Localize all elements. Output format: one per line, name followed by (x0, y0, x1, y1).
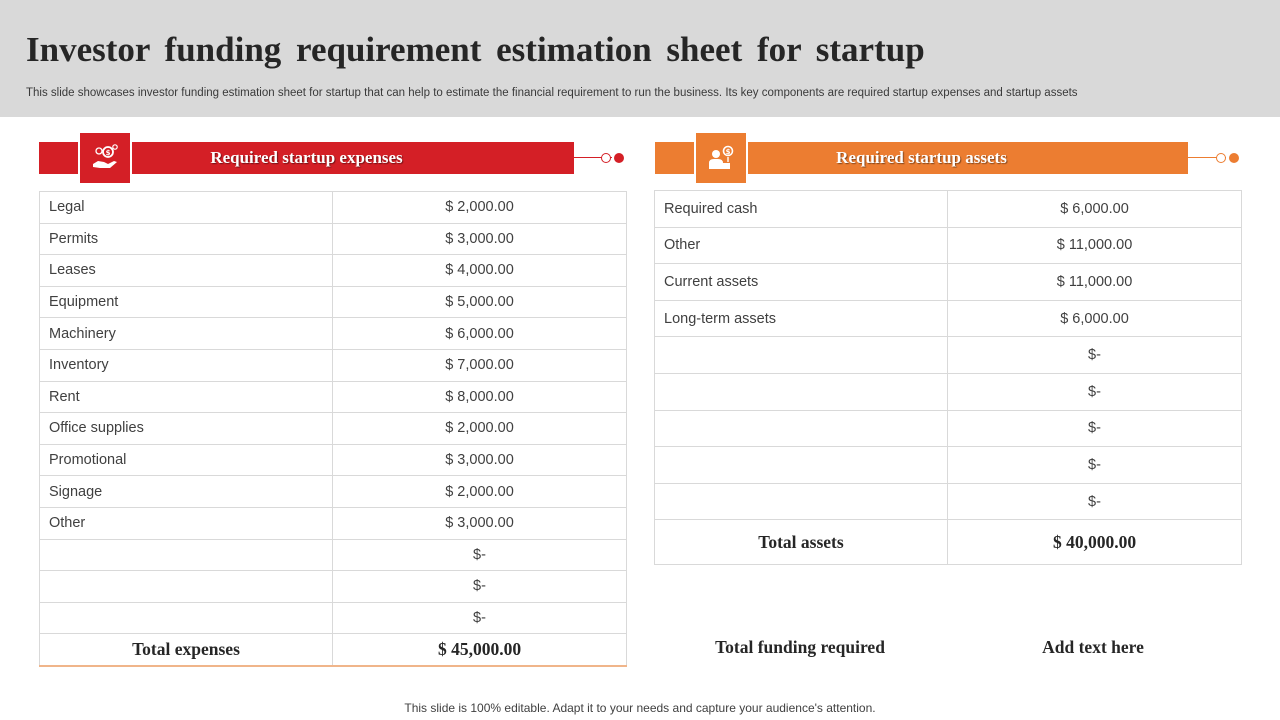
expense-value: $ 4,000.00 (333, 255, 627, 287)
expense-label: Office supplies (40, 413, 333, 445)
table-row (655, 337, 1242, 374)
expense-value: $ 5,000.00 (333, 286, 627, 318)
asset-label: Long-term assets (655, 300, 948, 337)
table-row (40, 255, 627, 287)
expense-value: $ 6,000.00 (333, 318, 627, 350)
expense-value: $ 2,000.00 (333, 192, 627, 224)
asset-label: Other (655, 227, 948, 264)
total-expenses-value: $ 45,000.00 (333, 634, 627, 666)
total-expenses-label: Total expenses (40, 634, 333, 666)
expense-value: $ 2,000.00 (333, 476, 627, 508)
asset-value: $- (948, 483, 1242, 520)
asset-value: $ 11,000.00 (948, 227, 1242, 264)
table-row (40, 318, 627, 350)
page-subtitle: This slide showcases investor funding estimation sheet for startup that can help to estimate the financial requirement to run the business. Its key components are required startup expenses and startup assets (26, 87, 1078, 99)
expense-label: Signage (40, 476, 333, 508)
assets-heading: Required startup assets (836, 148, 1007, 167)
footer-note: This slide is 100% editable. Adapt it to your needs and capture your audience's attention. (404, 701, 876, 715)
table-row (655, 227, 1242, 264)
assets-dot (1229, 153, 1239, 163)
assets-ring (1216, 153, 1226, 163)
expense-label: Permits (40, 223, 333, 255)
table-row (655, 447, 1242, 484)
table-row (40, 571, 627, 603)
expense-value: $- (333, 602, 627, 634)
expense-label: Rent (40, 381, 333, 413)
total-funding-label: Total funding required (715, 637, 885, 657)
total-funding-value[interactable]: Add text here (1042, 637, 1144, 657)
asset-value: $- (948, 337, 1242, 374)
expense-value: $ 3,000.00 (333, 223, 627, 255)
table-row (40, 507, 627, 539)
table-row (40, 286, 627, 318)
expense-label: Equipment (40, 286, 333, 318)
asset-label (655, 373, 948, 410)
table-row (655, 483, 1242, 520)
expense-value: $- (333, 539, 627, 571)
table-row (40, 381, 627, 413)
table-row (40, 602, 627, 634)
expense-value: $ 2,000.00 (333, 413, 627, 445)
expense-label: Other (40, 507, 333, 539)
expense-value: $- (333, 571, 627, 603)
header-band (0, 0, 1280, 117)
expenses-heading: Required startup expenses (210, 148, 403, 167)
expense-value: $ 3,000.00 (333, 444, 627, 476)
asset-label: Required cash (655, 191, 948, 228)
expense-label: Machinery (40, 318, 333, 350)
expense-label: Leases (40, 255, 333, 287)
table-row (40, 192, 627, 224)
assets-table (654, 190, 1242, 565)
asset-value: $- (948, 410, 1242, 447)
table-row (655, 373, 1242, 410)
total-row (655, 520, 1242, 565)
expense-value: $ 8,000.00 (333, 381, 627, 413)
svg-text:$: $ (725, 148, 731, 156)
total-assets-label: Total assets (655, 520, 948, 565)
asset-value: $- (948, 373, 1242, 410)
svg-text:$: $ (105, 149, 111, 157)
table-row (40, 349, 627, 381)
money-hand-icon (80, 133, 130, 183)
expenses-dot (614, 153, 624, 163)
table-row (655, 191, 1242, 228)
asset-label (655, 337, 948, 374)
asset-value: $ 6,000.00 (948, 191, 1242, 228)
total-row (40, 634, 627, 666)
expense-label (40, 571, 333, 603)
investor-money-icon (696, 133, 746, 183)
table-row (40, 413, 627, 445)
table-row (655, 264, 1242, 301)
asset-value: $ 11,000.00 (948, 264, 1242, 301)
expense-label (40, 539, 333, 571)
expenses-ring (601, 153, 611, 163)
table-row (40, 476, 627, 508)
asset-value: $ 6,000.00 (948, 300, 1242, 337)
expense-label: Legal (40, 192, 333, 224)
expense-value: $ 7,000.00 (333, 349, 627, 381)
asset-label (655, 483, 948, 520)
asset-label (655, 447, 948, 484)
table-row (655, 410, 1242, 447)
table-row (40, 223, 627, 255)
expenses-table (39, 191, 627, 667)
table-row (40, 444, 627, 476)
expense-value: $ 3,000.00 (333, 507, 627, 539)
asset-value: $- (948, 447, 1242, 484)
asset-label (655, 410, 948, 447)
expense-label (40, 602, 333, 634)
page-title: Investor funding requirement estimation sheet for startup (26, 30, 925, 69)
expense-label: Promotional (40, 444, 333, 476)
total-assets-value: $ 40,000.00 (948, 520, 1242, 565)
table-row (40, 539, 627, 571)
asset-label: Current assets (655, 264, 948, 301)
expense-label: Inventory (40, 349, 333, 381)
table-row (655, 300, 1242, 337)
